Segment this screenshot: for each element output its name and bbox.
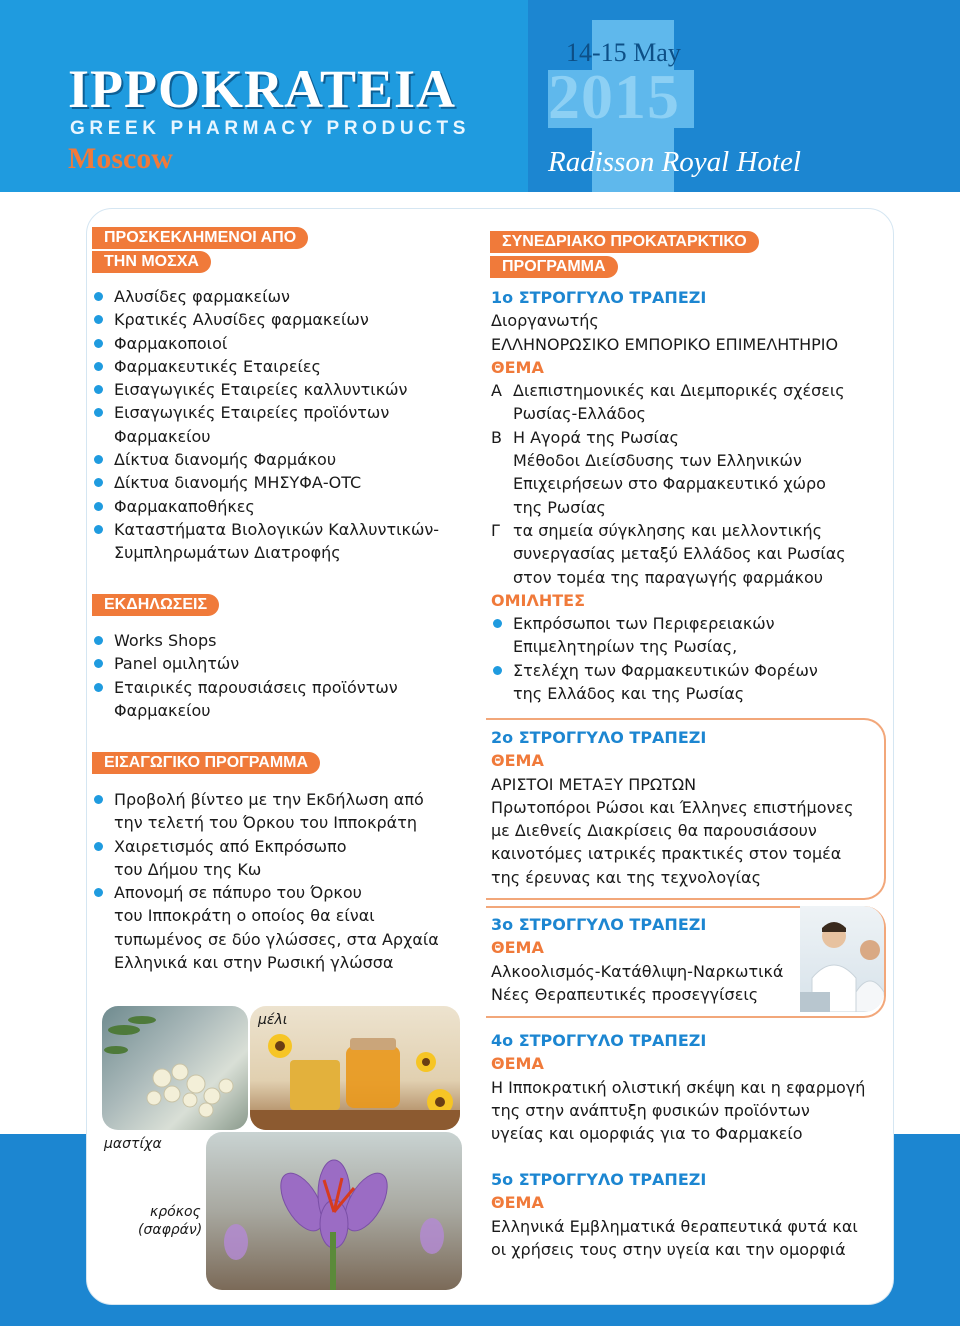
list-item-cont: Επιμελητηρίων της Ρωσίας, <box>513 637 738 657</box>
list-item: Φαρμακοποιοί <box>92 332 439 355</box>
doctors-photo <box>800 906 884 1012</box>
list-item: Προβολή βίντεο με την Εκδήλωση από <box>92 788 439 811</box>
list-item: Καταστήματα Βιολογικών Καλλυντικών- <box>92 518 439 541</box>
list-item: Δίκτυα διανομής Φαρμάκου <box>92 448 439 471</box>
intro-title-pill: ΕΙΣΑΓΩΓΙΚΟ ΠΡΟΓΡΑΜΜΑ <box>92 752 320 774</box>
round4-line: Η Ιπποκρατική ολιστική σκέψη και η εφαρμογή <box>491 1077 866 1097</box>
round3-section <box>491 913 783 1006</box>
list-item: Απονομή σε πάπυρο του Όρκου <box>92 881 439 904</box>
saffron-photo <box>206 1132 462 1290</box>
round3-line: Αλκοολισμός-Κατάθλιψη-Ναρκωτικά <box>491 961 784 981</box>
saffron-image <box>206 1132 462 1290</box>
round2-line: Πρωτοπόροι Ρώσοι και Έλληνες επιστήμονες <box>491 797 854 817</box>
list-item: Αλυσίδες φαρμακείων <box>92 285 439 308</box>
round1-item-b-cont: Μέθοδοι Διείσδυσης των Ελληνικών <box>513 451 802 471</box>
round1-speakers-label: ΟΜΙΛΗΤΕΣ <box>491 590 586 610</box>
list-item-cont: του Δήμου της Κω <box>114 859 262 879</box>
list-item: Εταιρικές παρουσιάσεις προϊόντων <box>92 676 398 699</box>
list-item: Εκπρόσωποι των Περιφερειακών <box>491 612 846 635</box>
event-city: Moscow <box>68 142 173 175</box>
round1-item-b: Β Η Αγορά της Ρωσίας <box>491 427 679 447</box>
list-item-cont: Ελληνικά και στην Ρωσική γλώσσα <box>114 953 394 973</box>
invited-title-pill-2: ΤΗΝ ΜΟΣΧΑ <box>92 251 211 273</box>
list-item-cont: του Ιπποκράτη ο οποίος θα είναι <box>114 906 375 926</box>
round1-section <box>491 286 846 705</box>
invited-title-pill: ΠΡΟΣΚΕΚΛΗΜΕΝΟΙ ΑΠΟ <box>92 227 308 249</box>
mastic-photo <box>102 1006 248 1130</box>
round2-line: ΑΡΙΣΤΟΙ ΜΕΤΑΞΥ ΠΡΩΤΩΝ <box>491 774 697 794</box>
list-item: Εισαγωγικές Εταιρείες προϊόντων <box>92 401 439 424</box>
round4-heading: 4ο ΣΤΡΟΓΓΥΛΟ ΤΡΑΠΕΖΙ <box>491 1031 707 1050</box>
list-item: Δίκτυα διανομής ΜΗΣΥΦΑ-OTC <box>92 471 439 494</box>
round3-line: Νέες Θεραπευτικές προσεγγίσεις <box>491 984 759 1004</box>
brand-subtitle: GREEK PHARMACY PRODUCTS <box>70 118 470 139</box>
honey-caption: μέλι <box>258 1012 288 1028</box>
round1-item-b-cont: της Ρωσίας <box>513 497 606 517</box>
list-item: Κρατικές Αλυσίδες φαρμακείων <box>92 308 439 331</box>
intro-list <box>92 788 439 974</box>
round2-line: της έρευνας και της τεχνολογίας <box>491 867 761 887</box>
list-item: Φαρμακαποθήκες <box>92 495 439 518</box>
round1-item-a: Α Διεπιστημονικές και Διεμπορικές σχέσεις <box>491 381 845 401</box>
round3-heading: 3ο ΣΤΡΟΓΓΥΛΟ ΤΡΑΠΕΖΙ <box>491 915 707 934</box>
round5-theme-label: ΘΕΜΑ <box>491 1193 544 1213</box>
saffron-caption-2: (σαφράν) <box>138 1222 203 1238</box>
mastic-caption: μαστίχα <box>104 1136 162 1152</box>
round1-theme-label: ΘΕΜΑ <box>491 357 544 377</box>
list-item-cont: της Ελλάδος και της Ρωσίας <box>513 684 745 704</box>
round1-item-c-cont: συνεργασίας μεταξύ Ελλάδος και Ρωσίας <box>513 544 846 564</box>
list-item-cont: Συμπληρωμάτων Διατροφής <box>114 543 341 563</box>
round2-section <box>491 726 853 889</box>
round1-organizer: ΕΛΛΗΝΟΡΩΣΙΚΟ ΕΜΠΟΡΙΚΟ ΕΠΙΜΕΛΗΤΗΡΙΟ <box>491 334 839 354</box>
program-title-pill: ΣΥΝΕΔΡΙΑΚΟ ΠΡΟΚΑΤΑΡΚΤΙΚΟ <box>490 231 759 253</box>
brand-title: IPPOKRATEIA <box>68 59 457 119</box>
round5-line: οι χρήσεις τους στην υγεία και την ομορφιά <box>491 1239 846 1259</box>
round2-heading: 2ο ΣΤΡΟΓΓΥΛΟ ΤΡΑΠΕΖΙ <box>491 728 707 747</box>
round1-heading: 1ο ΣΤΡΟΓΓΥΛΟ ΤΡΑΠΕΖΙ <box>491 288 707 307</box>
round1-item-a-cont: Ρωσίας-Ελλάδος <box>513 404 646 424</box>
list-item-cont: την τελετή του Όρκου του Ιπποκράτη <box>114 813 417 833</box>
events-title-pill: ΕΚΔΗΛΩΣΕΙΣ <box>92 594 219 616</box>
list-item: Works Shops <box>92 629 398 652</box>
round4-line: της στην ανάπτυξη φυσικών προϊόντων <box>491 1100 810 1120</box>
list-item: Χαιρετισμός από Εκπρόσωπο <box>92 835 439 858</box>
event-dates: 14-15 May <box>566 38 681 67</box>
round2-line: καινοτόμες ιατρικές πρακτικές στον τομέα <box>491 844 842 864</box>
round1-item-c: Γ τα σημεία σύγκλησης και μελλοντικής <box>491 520 823 540</box>
round4-theme-label: ΘΕΜΑ <box>491 1054 544 1074</box>
list-item: Εισαγωγικές Εταιρείες καλλυντικών <box>92 378 439 401</box>
round4-line: υγείας και ομορφιάς για το Φαρμακείο <box>491 1124 803 1144</box>
list-item-cont: Φαρμακείου <box>114 700 211 720</box>
round2-line: με Διεθνείς Διακρίσεις θα παρουσιάσουν <box>491 821 817 841</box>
round1-organizer-label: Διοργανωτής <box>491 311 599 331</box>
event-year: 2015 <box>548 61 680 132</box>
list-item: Panel ομιλητών <box>92 652 398 675</box>
round1-item-c-cont: στον τομέα της παραγωγής φαρμάκου <box>513 567 824 587</box>
round2-theme-label: ΘΕΜΑ <box>491 751 544 771</box>
program-title-pill-2: ΠΡΟΓΡΑΜΜΑ <box>490 256 618 278</box>
doctors-image <box>800 906 884 1012</box>
round3-theme-label: ΘΕΜΑ <box>491 938 544 958</box>
event-venue: Radisson Royal Hotel <box>548 146 801 178</box>
invited-list <box>92 285 439 565</box>
round4-section <box>491 1029 865 1145</box>
round5-section <box>491 1168 858 1261</box>
round5-line: Ελληνικά Εμβληματικά θεραπευτικά φυτά και <box>491 1216 858 1236</box>
list-item-cont: τυπωμένος σε δύο γλώσσες, στα Αρχαία <box>114 929 439 949</box>
events-list <box>92 629 398 722</box>
saffron-caption-1: κρόκος <box>150 1204 201 1220</box>
list-item-cont: Φαρμακείου <box>114 426 211 446</box>
list-item: Φαρμακευτικές Εταιρείες <box>92 355 439 378</box>
list-item: Στελέχη των Φαρμακευτικών Φορέων <box>491 659 846 682</box>
round5-heading: 5ο ΣΤΡΟΓΓΥΛΟ ΤΡΑΠΕΖΙ <box>491 1170 707 1189</box>
mastic-image <box>102 1006 248 1130</box>
round1-item-b-cont: Επιχειρήσεων στο Φαρμακευτικό χώρο <box>513 474 826 494</box>
